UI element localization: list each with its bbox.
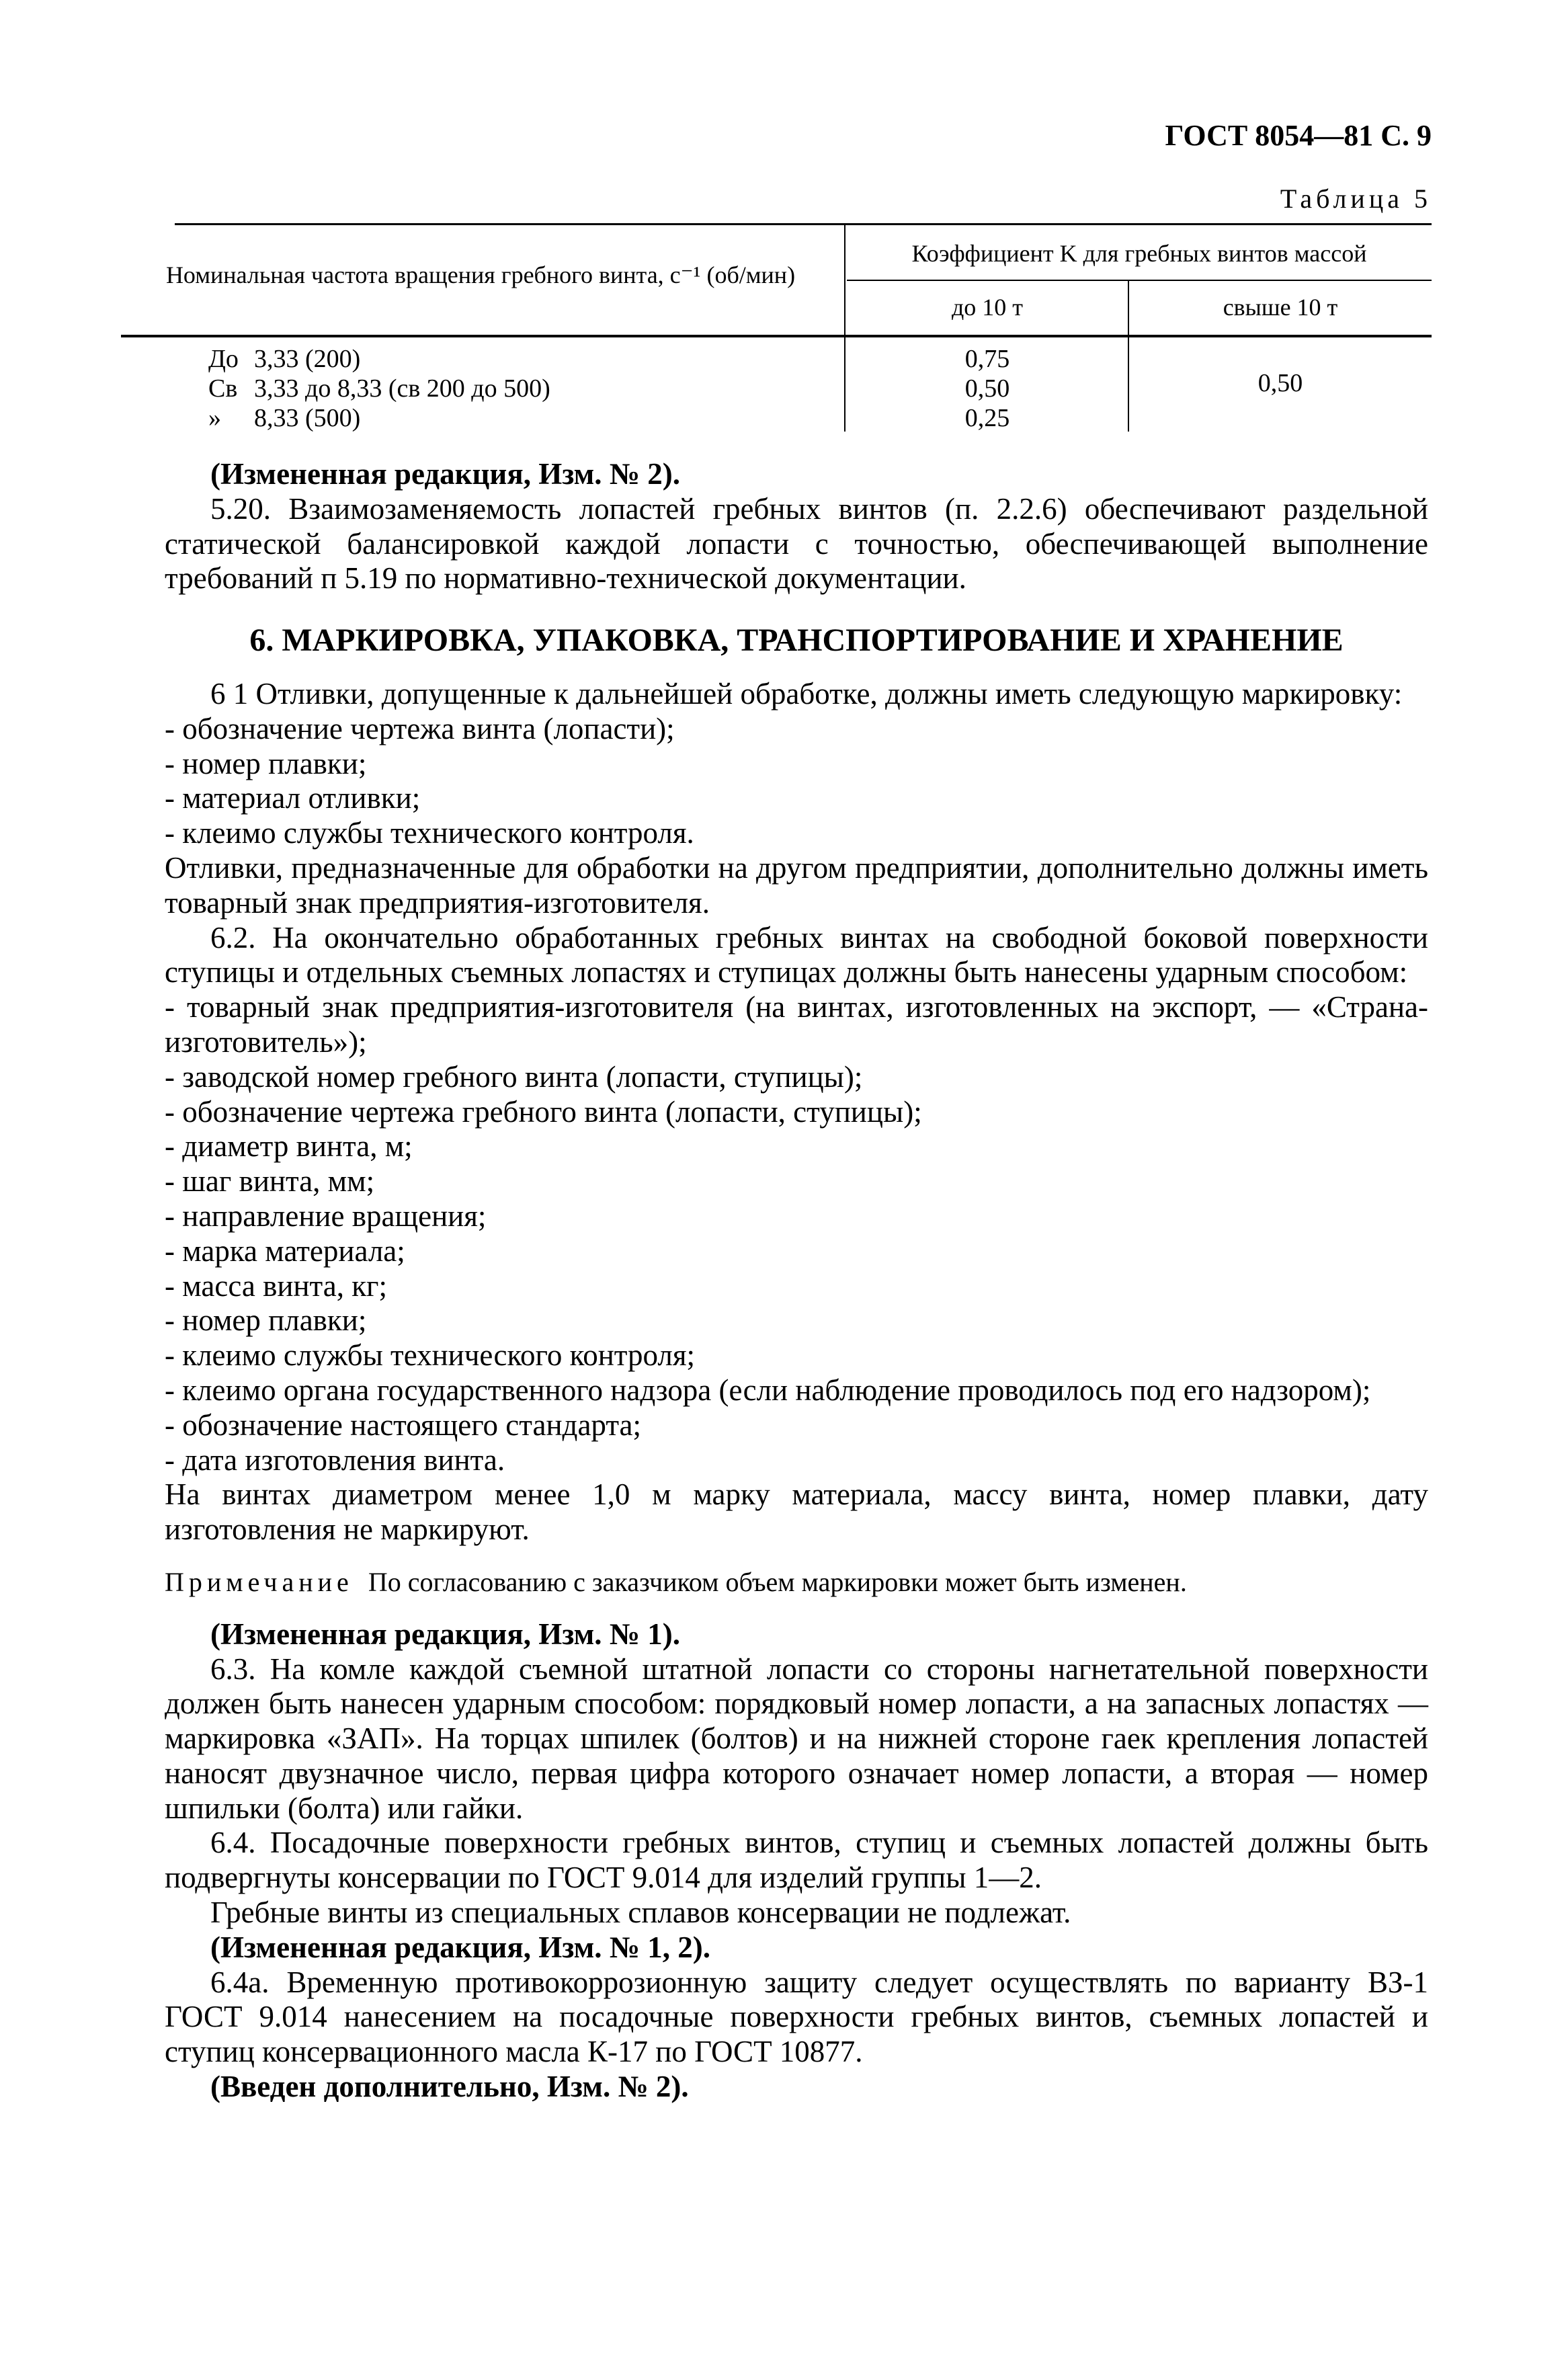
amendment-note: (Измененная редакция, Изм. № 1, 2). bbox=[210, 1930, 711, 1964]
row-prefix: » bbox=[208, 404, 221, 432]
table-5 bbox=[121, 223, 1432, 432]
list-item: - шаг винта, мм; bbox=[165, 1164, 375, 1199]
paragraph-6-4a: 6.4а. Временную противокоррозионную защиту следует осуществлять по варианту ВЗ-1 ГОСТ 9.014 нанесением на посадочные поверхности гребных винтов, съемных лопастей и ступиц консервационного масла К-17 по ГОСТ 10877. bbox=[165, 1965, 1428, 2069]
row-k-up-to-10t: 0,25 bbox=[964, 404, 1010, 432]
table-top-rule bbox=[175, 223, 1432, 225]
paragraph-castings: Отливки, предназначенные для обработки на другом предприятии, дополнительно должны иметь товарный знак предприятия-изготовителя. bbox=[165, 850, 1428, 920]
amendment-note: (Измененная редакция, Изм. № 2). bbox=[210, 457, 681, 491]
paragraph-small-diameter: На винтах диаметром менее 1,0 м марку материала, массу винта, номер плавки, дату изготовления не маркируют. bbox=[165, 1477, 1428, 1547]
list-item: - масса винта, кг; bbox=[165, 1268, 388, 1303]
header-coefficient-k: Коэффициент K для гребных винтов массой bbox=[911, 240, 1367, 267]
list-item: - клеимо органа государственного надзора (если наблюдение проводилось под его надзором); bbox=[165, 1373, 1371, 1407]
note-label: Примечание bbox=[165, 1566, 354, 1597]
list-item: - номер плавки; bbox=[165, 746, 367, 780]
header-up-to-10t: до 10 т bbox=[951, 294, 1024, 321]
row-frequency: 8,33 (500) bbox=[254, 404, 361, 432]
table-row-label bbox=[208, 403, 360, 433]
row-k-up-to-10t: 0,75 bbox=[964, 345, 1010, 373]
list-item: - клеимо службы технического контроля. bbox=[165, 816, 694, 850]
list-item: - номер плавки; bbox=[165, 1303, 367, 1338]
list-item: - товарный знак предприятия-изготовителя (на винтах, изготовленных на экспорт, — «Страна-изготовитель»); bbox=[165, 990, 1428, 1059]
section-title: 6. МАРКИРОВКА, УПАКОВКА, ТРАНСПОРТИРОВАНИЕ И ХРАНЕНИЕ bbox=[249, 622, 1344, 659]
header-rotation-frequency: Номинальная частота вращения гребного винта, с⁻¹ (об/мин) bbox=[165, 261, 796, 288]
list-item: - обозначение настоящего стандарта; bbox=[165, 1408, 642, 1442]
paragraph-special-alloys: Гребные винты из специальных сплавов консервации не подлежат. bbox=[210, 1896, 1071, 1930]
row-k-up-to-10t: 0,50 bbox=[964, 374, 1010, 403]
table-row-label bbox=[208, 374, 550, 403]
header-over-10t: свыше 10 т bbox=[1223, 294, 1338, 321]
amendment-note: (Введен дополнительно, Изм. № 2). bbox=[210, 2070, 689, 2104]
row-k-over-10t: 0,50 bbox=[1257, 369, 1303, 397]
document-body bbox=[165, 457, 1428, 2105]
paragraph-6-1: 6 1 Отливки, допущенные к дальнейшей обработке, должны иметь следующую маркировку: bbox=[210, 676, 1403, 711]
row-frequency: 3,33 (200) bbox=[254, 345, 361, 373]
list-item: - диаметр винта, м; bbox=[165, 1129, 413, 1164]
page-header: ГОСТ 8054—81 С. 9 bbox=[1165, 119, 1432, 152]
table-subheader-rule bbox=[847, 280, 1432, 281]
list-item: - материал отливки; bbox=[165, 781, 421, 815]
note bbox=[165, 1565, 1428, 1600]
paragraph-6-3: 6.3. На комле каждой съемной штатной лопасти со стороны нагнетательной поверхности должен быть нанесен ударным способом: порядковый номер лопасти, а на запасных лопастях — маркировка «ЗАП». На торцах шпилек (болтов) и на нижней стороне гаек крепления лопастей наносят двузначное число, первая цифра которого означает номер лопасти, а вторая — номер шпильки (болта) или гайки. bbox=[165, 1652, 1428, 1825]
row-prefix: Св bbox=[208, 374, 238, 403]
row-prefix: До bbox=[208, 345, 239, 373]
list-item: - обозначение чертежа винта (лопасти); bbox=[165, 711, 675, 745]
list-item: - обозначение чертежа гребного винта (лопасти, ступицы); bbox=[165, 1094, 922, 1129]
table-caption: Таблица 5 bbox=[1280, 184, 1432, 214]
list-item: - заводской номер гребного винта (лопасти, ступицы); bbox=[165, 1059, 863, 1094]
note-text: По согласованию с заказчиком объем маркировки может быть изменен. bbox=[368, 1566, 1187, 1597]
paragraph-6-4: 6.4. Посадочные поверхности гребных винтов, ступиц и съемных лопастей должны быть подвергнуты консервации по ГОСТ 9.014 для изделий группы 1—2. bbox=[165, 1826, 1428, 1895]
table-header-bottom-rule bbox=[121, 335, 1432, 337]
list-item: - направление вращения; bbox=[165, 1199, 487, 1233]
list-item: - марка материала; bbox=[165, 1233, 405, 1268]
paragraph-6-2: 6.2. На окончательно обработанных гребных винтах на свободной боковой поверхности ступицы и отдельных съемных лопастях и ступицах должны быть нанесены ударным способом: bbox=[165, 920, 1428, 989]
list-item: - дата изготовления винта. bbox=[165, 1443, 505, 1477]
amendment-note: (Измененная редакция, Изм. № 1). bbox=[210, 1617, 681, 1651]
row-frequency: 3,33 до 8,33 (св 200 до 500) bbox=[254, 374, 550, 403]
list-item: - клеимо службы технического контроля; bbox=[165, 1338, 696, 1373]
table-divider-main bbox=[844, 223, 845, 432]
table-row-label bbox=[208, 344, 360, 374]
paragraph-5-20: 5.20. Взаимозаменяемость лопастей гребных винтов (п. 2.2.6) обеспечивают раздельной статической балансировкой каждой лопасти с точностью, обеспечивающей выполнение требований п 5.19 по нормативно-технической документации. bbox=[165, 491, 1428, 596]
